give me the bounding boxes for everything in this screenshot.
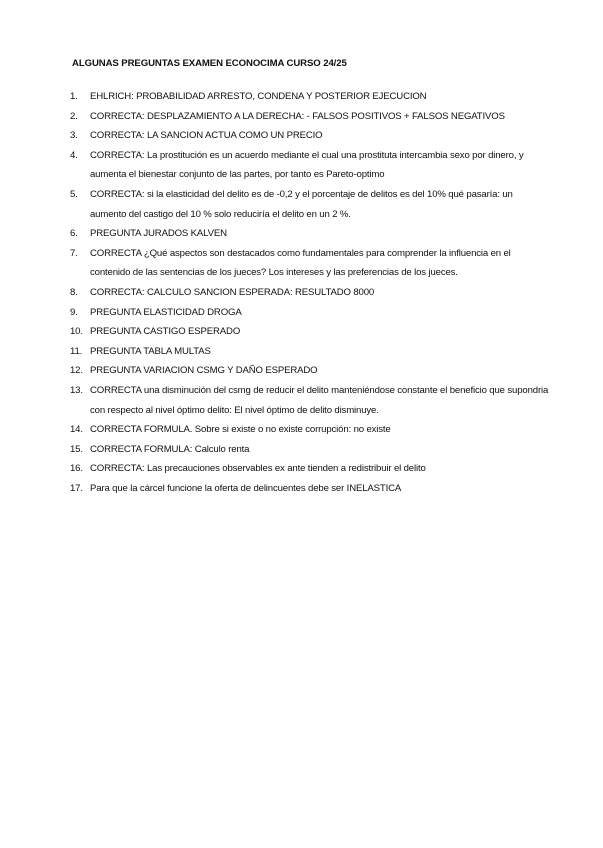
question-number: 13. xyxy=(70,384,83,396)
question-item-12 xyxy=(70,361,550,381)
question-number: 6. xyxy=(70,228,78,240)
question-text: CORRECTA: si la elasticidad del delito es de -0,2 y el porcentaje de delitos es del 10% qué pasaría: un aumento del castigo del 10 % solo reduciría el delito en un 2 %. xyxy=(90,188,513,220)
question-item-16 xyxy=(70,459,550,479)
question-number: 14. xyxy=(70,424,83,436)
question-item-4 xyxy=(70,146,550,185)
question-item-14 xyxy=(70,420,550,440)
question-number: 8. xyxy=(70,286,78,298)
question-item-9 xyxy=(70,303,550,323)
question-text: CORRECTA FORMULA: Calculo renta xyxy=(90,443,250,455)
question-number: 17. xyxy=(70,482,83,494)
question-number: 4. xyxy=(70,149,78,161)
question-number: 1. xyxy=(70,91,78,102)
question-text: CORRECTA: LA SANCION ACTUA COMO UN PRECIO xyxy=(90,130,323,142)
question-number: 10. xyxy=(70,326,83,338)
question-text: PREGUNTA VARIACION CSMG Y DAÑO ESPERADO xyxy=(90,365,318,377)
question-text: CORRECTA FORMULA. Sobre si existe o no existe corrupción: no existe xyxy=(90,424,391,436)
question-text: PREGUNTA JURADOS KALVEN xyxy=(90,228,227,240)
question-item-11 xyxy=(70,342,550,362)
question-number: 16. xyxy=(70,463,83,475)
question-item-17 xyxy=(70,479,550,499)
question-text: CORRECTA: Las precauciones observables ex ante tienden a redistribuir el delito xyxy=(90,463,426,475)
question-item-15 xyxy=(70,440,550,460)
question-text: Para que la cárcel funcione la oferta de delincuentes debe ser INELASTICA xyxy=(90,482,402,494)
question-text: PREGUNTA ELASTICIDAD DROGA xyxy=(90,306,242,318)
question-item-5 xyxy=(70,185,550,224)
question-number: 12. xyxy=(70,365,83,377)
question-text: CORRECTA: CALCULO SANCION ESPERADA: RESULTADO 8000 xyxy=(90,286,375,298)
question-item-8 xyxy=(70,283,550,303)
question-item-2 xyxy=(70,107,550,127)
question-list xyxy=(70,87,550,498)
question-number: 5. xyxy=(70,188,78,200)
question-text: CORRECTA: DESPLAZAMIENTO A LA DERECHA: - FALSOS POSITIVOS + FALSOS NEGATIVOS xyxy=(90,110,505,122)
question-text: PREGUNTA CASTIGO ESPERADO xyxy=(90,326,241,338)
question-text: CORRECTA: La prostitución es un acuerdo mediante el cual una prostituta intercambia sexo por dinero, y aumenta el bienestar conjunto de las partes, por tanto es Pareto-optimo xyxy=(90,149,524,181)
question-text: CORRECTA una disminución del csmg de reducir el delito manteniéndose constante el beneficio que supondria con respecto al nivel óptimo delito: El nivel óptimo de delito disminuye. xyxy=(90,384,549,416)
question-item-1 xyxy=(70,87,550,107)
question-text: EHLRICH: PROBABILIDAD ARRESTO, CONDENA Y POSTERIOR EJECUCION xyxy=(90,91,427,102)
question-item-6 xyxy=(70,224,550,244)
question-text: PREGUNTA TABLA MULTAS xyxy=(90,345,211,357)
question-number: 11. xyxy=(70,345,83,357)
question-item-7 xyxy=(70,244,550,283)
question-item-3 xyxy=(70,126,550,146)
document-title: ALGUNAS PREGUNTAS EXAMEN ECONOCIMA CURSO 24/25 xyxy=(72,58,347,69)
question-number: 3. xyxy=(70,130,78,142)
question-number: 15. xyxy=(70,443,83,455)
question-number: 2. xyxy=(70,110,78,122)
question-item-10 xyxy=(70,322,550,342)
question-item-13 xyxy=(70,381,550,420)
question-number: 9. xyxy=(70,306,78,318)
question-text: CORRECTA ¿Qué aspectos son destacados como fundamentales para comprender la influencia en el contenido de las sentencias de los jueces? Los intereses y las preferencias de los jueces. xyxy=(90,247,511,279)
question-number: 7. xyxy=(70,247,78,259)
